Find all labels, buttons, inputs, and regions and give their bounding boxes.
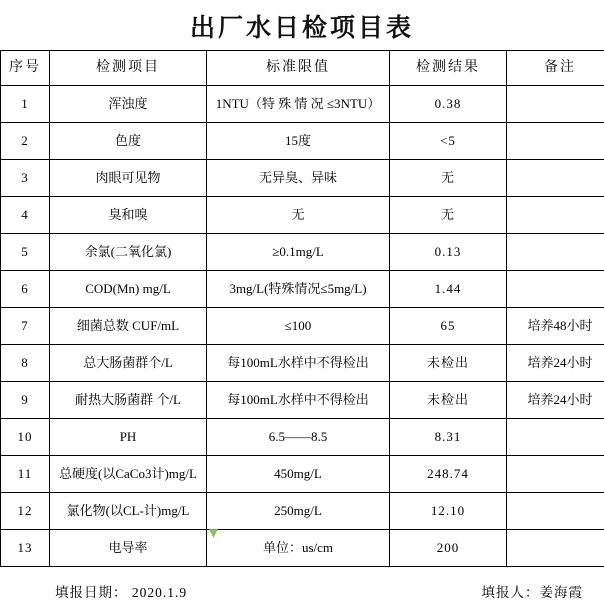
table-row [1, 160, 604, 197]
cell-item: 臭和嗅 [50, 197, 207, 234]
column-header-note: 备注 [507, 51, 604, 86]
column-header-result: 检测结果 [390, 51, 507, 86]
cell-standard: ≤100 [207, 308, 390, 345]
cell-result: 0.38 [390, 86, 507, 123]
cell-item: 浑浊度 [50, 86, 207, 123]
cell-note [507, 123, 604, 160]
cell-item: 细菌总数 CUF/mL [50, 308, 207, 345]
cell-item: 氯化物(以CL-计)mg/L [50, 493, 207, 530]
cell-note: 培养24小时 [507, 345, 604, 382]
report-date: 填报日期： 2020.1.9 [55, 581, 187, 601]
column-header-no: 序号 [1, 51, 50, 86]
cell-result: 65 [390, 308, 507, 345]
table-row [1, 271, 604, 308]
table-row [1, 86, 604, 123]
cell-result: 无 [390, 160, 507, 197]
water-test-table [0, 50, 604, 567]
cell-note [507, 197, 604, 234]
column-header-item: 检测项目 [50, 51, 207, 86]
cell-no: 1 [1, 86, 50, 123]
cell-no: 9 [1, 382, 50, 419]
cell-standard: 每100mL水样中不得检出 [207, 345, 390, 382]
cell-no: 10 [1, 419, 50, 456]
cell-result: 248.74 [390, 456, 507, 493]
cell-note [507, 456, 604, 493]
cell-standard: 单位：us/cm [207, 530, 390, 567]
cell-standard: 15度 [207, 123, 390, 160]
reporter-name: 填报人：姜海霞 [482, 581, 584, 601]
cell-standard: 3mg/L(特殊情况≤5mg/L) [207, 271, 390, 308]
cell-standard: 无 [207, 197, 390, 234]
document-footer [13, 581, 591, 603]
cell-no: 7 [1, 308, 50, 345]
cell-result: <5 [390, 123, 507, 160]
cell-result: 12.10 [390, 493, 507, 530]
cell-result: 0.13 [390, 234, 507, 271]
cell-standard: 6.5——8.5 [207, 419, 390, 456]
cell-result: 8.31 [390, 419, 507, 456]
cell-note [507, 493, 604, 530]
cell-note: 培养48小时 [507, 308, 604, 345]
table-row [1, 530, 604, 567]
cell-item: PH [50, 419, 207, 456]
table-row [1, 382, 604, 419]
table-body [1, 86, 604, 567]
cell-item: 耐热大肠菌群 个/L [50, 382, 207, 419]
cell-item: 总大肠菌群个/L [50, 345, 207, 382]
table-row [1, 345, 604, 382]
table-row [1, 419, 604, 456]
cell-no: 11 [1, 456, 50, 493]
cell-result: 无 [390, 197, 507, 234]
cell-note [507, 160, 604, 197]
table-row [1, 456, 604, 493]
cell-no: 8 [1, 345, 50, 382]
cell-no: 13 [1, 530, 50, 567]
cell-result: 200 [390, 530, 507, 567]
table-row [1, 308, 604, 345]
table-row [1, 197, 604, 234]
cell-item: 总硬度(以CaCo3计)mg/L [50, 456, 207, 493]
cell-standard: 250mg/L [207, 493, 390, 530]
table-header-row [1, 51, 604, 86]
cell-note [507, 86, 604, 123]
cell-no: 6 [1, 271, 50, 308]
cell-item: COD(Mn) mg/L [50, 271, 207, 308]
cell-no: 4 [1, 197, 50, 234]
cell-standard: 450mg/L [207, 456, 390, 493]
cell-result: 1.44 [390, 271, 507, 308]
cell-standard: 每100mL水样中不得检出 [207, 382, 390, 419]
cell-result: 未检出 [390, 382, 507, 419]
cell-standard: ≥0.1mg/L [207, 234, 390, 271]
cell-item: 余氯(二氧化氯) [50, 234, 207, 271]
cell-no: 5 [1, 234, 50, 271]
page-title: 出厂水日检项目表 [0, 0, 604, 50]
cell-item: 肉眼可见物 [50, 160, 207, 197]
column-header-standard: 标准限值 [207, 51, 390, 86]
cell-item: 电导率 [50, 530, 207, 567]
table-row [1, 493, 604, 530]
cell-result: 未检出 [390, 345, 507, 382]
cell-standard: 1NTU（特 殊 情 况 ≤3NTU） [207, 86, 390, 123]
table-header [1, 51, 604, 86]
cell-item: 色度 [50, 123, 207, 160]
table-row [1, 123, 604, 160]
table-row [1, 234, 604, 271]
cell-no: 2 [1, 123, 50, 160]
cell-note [507, 234, 604, 271]
cell-standard: 无异臭、异味 [207, 160, 390, 197]
cell-note [507, 419, 604, 456]
cell-note: 培养24小时 [507, 382, 604, 419]
cell-no: 3 [1, 160, 50, 197]
cell-no: 12 [1, 493, 50, 530]
cell-note [507, 530, 604, 567]
cell-note [507, 271, 604, 308]
